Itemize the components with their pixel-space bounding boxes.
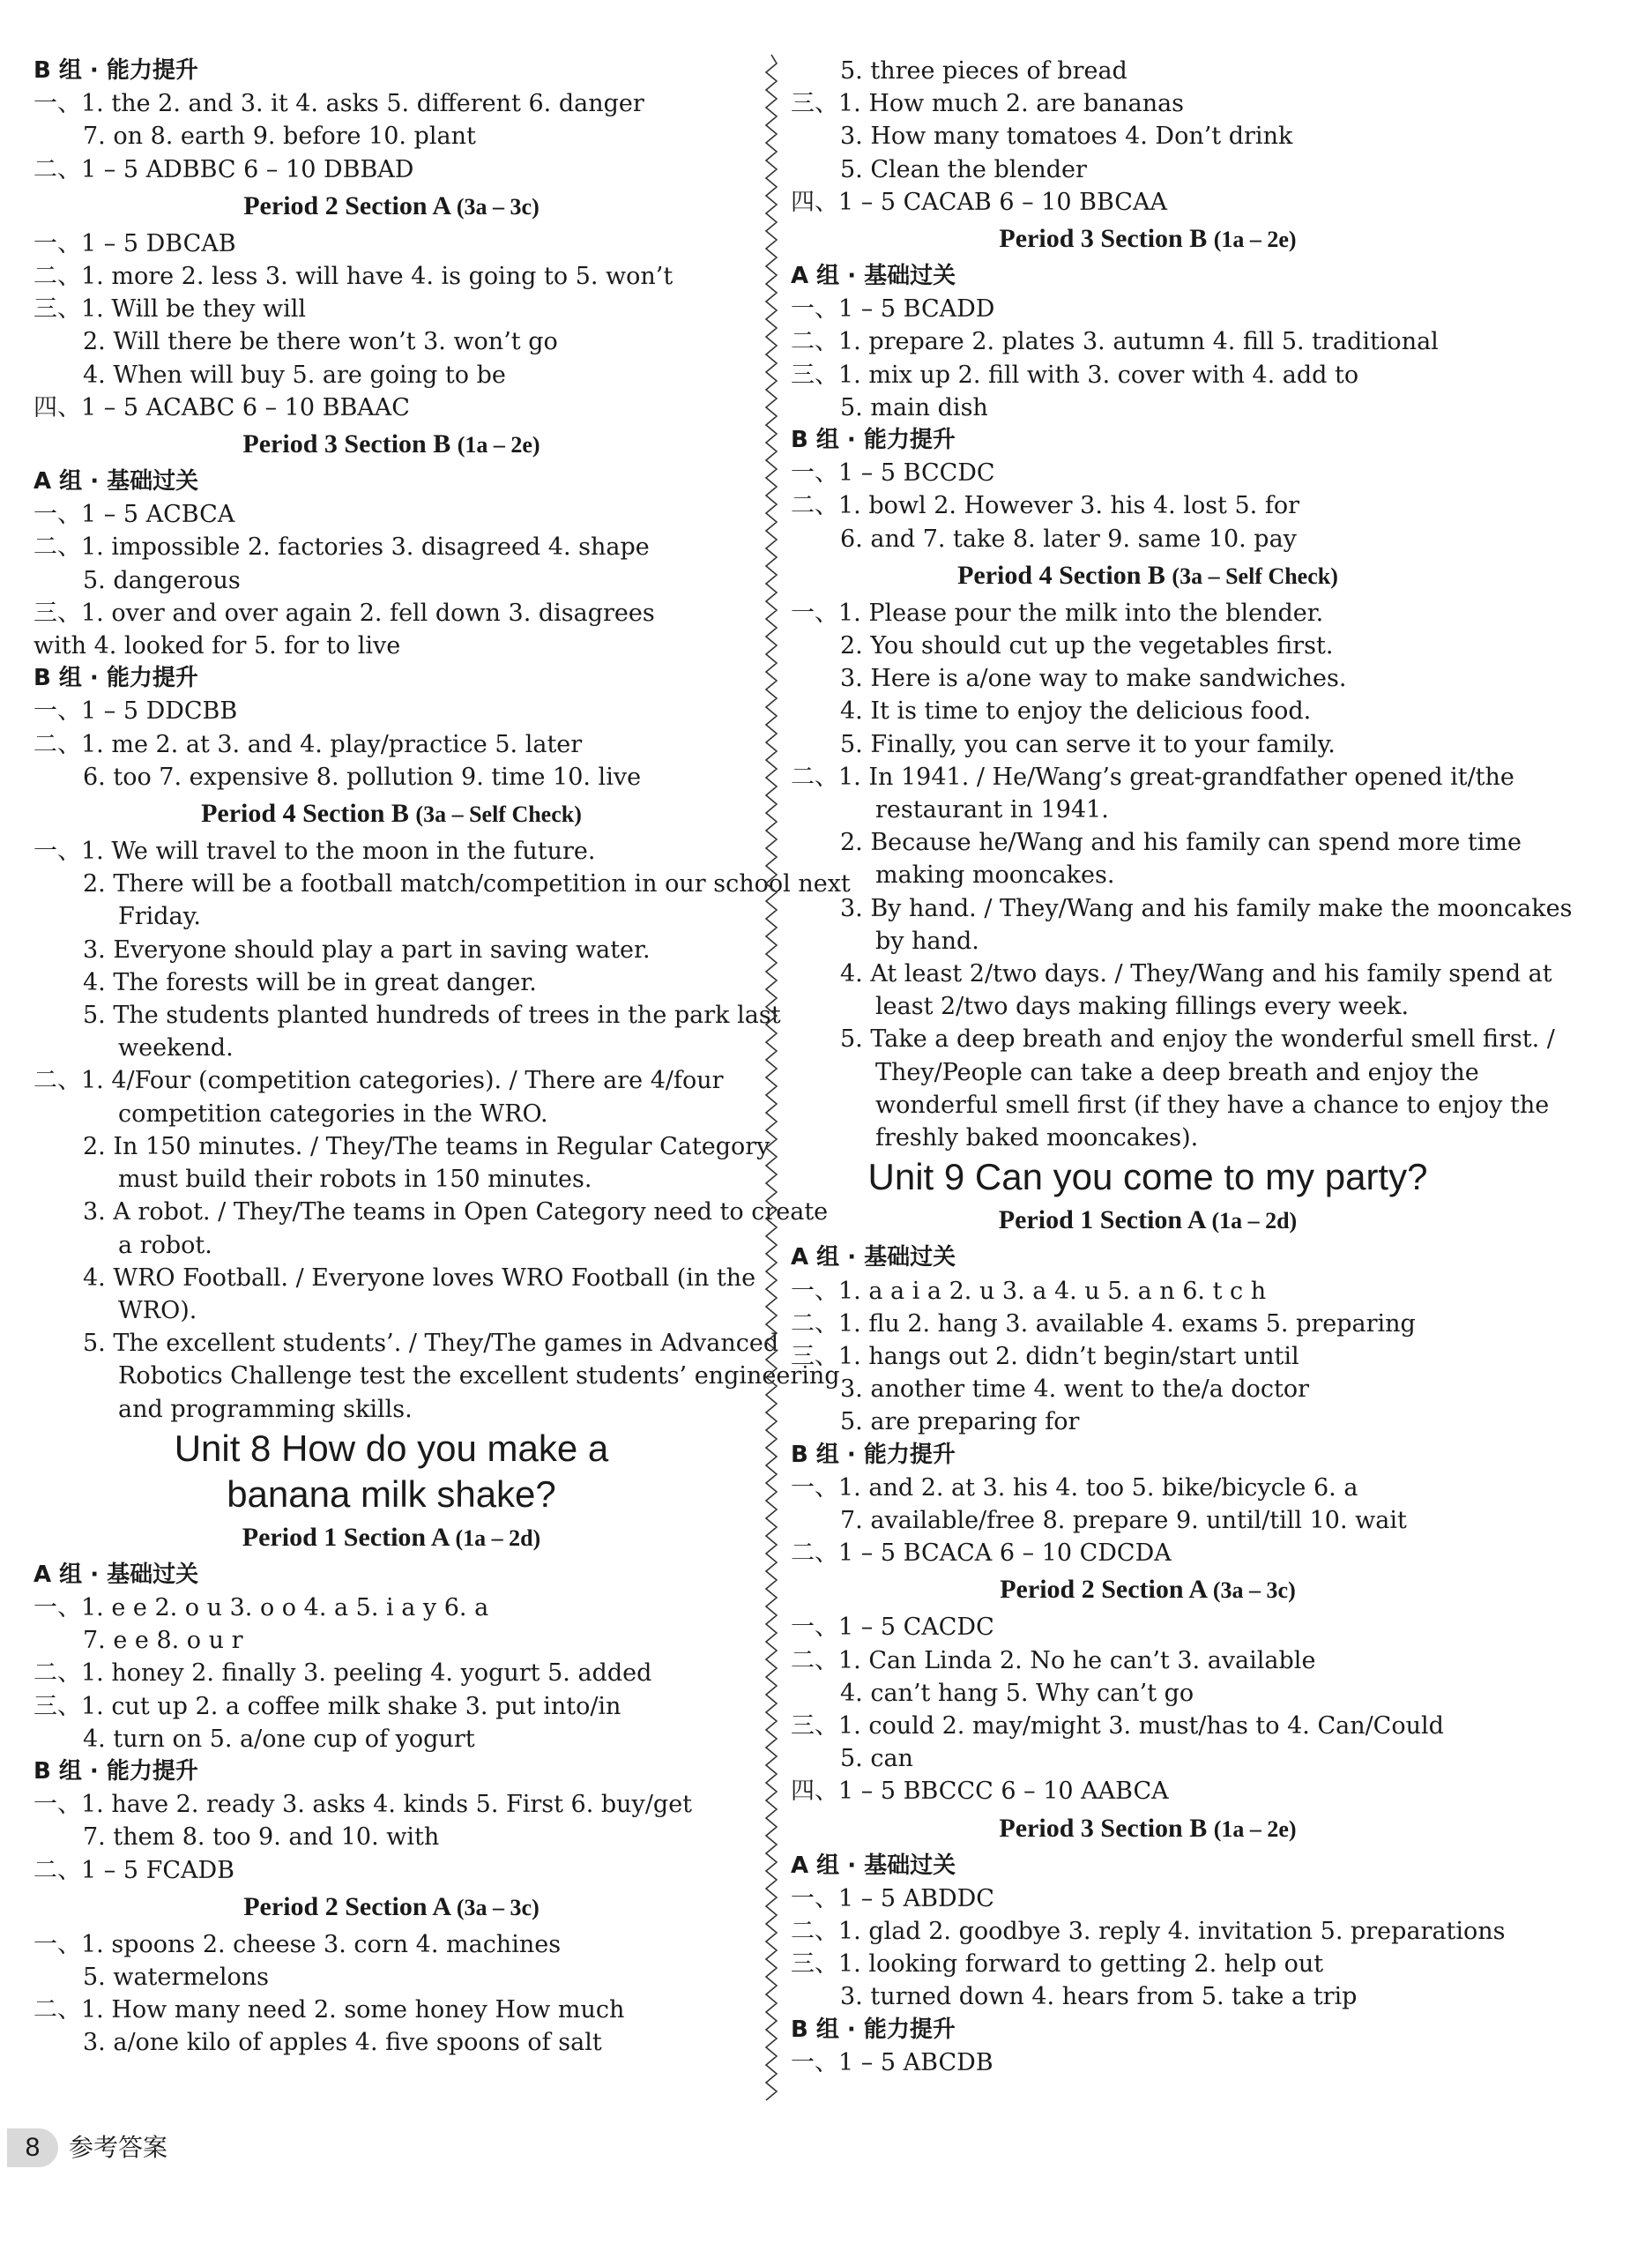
answer-line: 3. another time 4. went to the/a doctor xyxy=(840,1375,1310,1404)
answer-line: 5. The students planted hundreds of trees in the park last xyxy=(83,1002,781,1030)
group-label: A 组 · 基础过关 xyxy=(33,468,199,496)
answer-line: 2. There will be a football match/competition in our school next xyxy=(83,870,851,898)
answer-line: 5. Take a deep breath and enjoy the wonderful smell first. / xyxy=(840,1025,1555,1054)
answer-line: 2. Because he/Wang and his family can spend more time xyxy=(840,829,1522,857)
answer-line: 7. on 8. earth 9. before 10. plant xyxy=(83,123,476,151)
answer-line: 一、1. Please pour the milk into the blender. xyxy=(791,599,1324,627)
answer-line: 2. Will there be there won’t 3. won’t go xyxy=(83,328,558,356)
answer-line: 四、1 – 5 CACAB 6 – 10 BBCAA xyxy=(791,188,1167,216)
right-column xyxy=(791,55,1573,2079)
answer-line: 一、1 – 5 ABCDB xyxy=(791,2048,993,2076)
section-heading-range: (3a – 3c) xyxy=(456,193,540,220)
answer-line: Friday. xyxy=(118,903,201,931)
answer-line: with 4. looked for 5. for to live xyxy=(33,632,401,660)
answer-line: 5. are preparing for xyxy=(840,1408,1080,1436)
answer-line: 5. The excellent students’. / They/The games in Advanced xyxy=(83,1330,779,1358)
section-heading xyxy=(33,1887,749,1928)
answer-line: 5. Finally, you can serve it to your family. xyxy=(840,730,1336,758)
answer-line: 5. can xyxy=(840,1745,913,1773)
answer-line: 一、1. the 2. and 3. it 4. asks 5. different 6. danger xyxy=(33,90,644,118)
answer-line: 二、1. In 1941. / He/Wang’s great-grandfather opened it/the xyxy=(791,763,1514,791)
answer-line: 6. too 7. expensive 8. pollution 9. time 10. live xyxy=(83,763,642,791)
section-heading xyxy=(33,794,749,835)
answer-line: 一、1 – 5 BCCDC xyxy=(791,459,995,488)
answer-line: 一、1 – 5 DDCBB xyxy=(33,697,238,726)
answer-line: wonderful smell first (if they have a chance to enjoy the xyxy=(875,1091,1550,1119)
answer-line: a robot. xyxy=(118,1231,212,1259)
answer-line: 7. available/free 8. prepare 9. until/till 10. wait xyxy=(840,1506,1407,1534)
answer-line: 三、1. could 2. may/might 3. must/has to 4. Can/Could xyxy=(791,1711,1444,1740)
answer-line: 二、1. honey 2. finally 3. peeling 4. yogurt 5. added xyxy=(33,1659,652,1688)
answer-line: 四、1 – 5 ACABC 6 – 10 BBAAC xyxy=(33,393,410,421)
answer-line: 二、1. prepare 2. plates 3. autumn 4. fill 5. traditional xyxy=(791,328,1439,356)
answer-line: 三、1. over and over again 2. fell down 3. disagrees xyxy=(33,599,655,627)
answer-line: 二、1 – 5 FCADB xyxy=(33,1856,234,1884)
section-heading-title: Period 2 Section A xyxy=(243,1891,457,1921)
answer-line: 一、1. spoons 2. cheese 3. corn 4. machines xyxy=(33,1930,562,1958)
group-label: B 组 · 能力提升 xyxy=(791,1441,956,1468)
answer-line: 4. It is time to enjoy the delicious food. xyxy=(840,697,1312,726)
answer-line: 3. By hand. / They/Wang and his family make the mooncakes xyxy=(840,894,1573,922)
section-heading-title: Period 3 Section B xyxy=(242,429,458,459)
group-label: B 组 · 能力提升 xyxy=(791,2016,956,2043)
answer-line: 一、1. a a i a 2. u 3. a 4. u 5. a n 6. t c h xyxy=(791,1277,1267,1305)
answer-line: 三、1. cut up 2. a coffee milk shake 3. put into/in xyxy=(33,1692,621,1720)
section-heading-range: (3a – 3c) xyxy=(1212,1577,1296,1604)
answer-line: least 2/two days making fillings every week. xyxy=(875,993,1410,1021)
answer-line: 二、1. flu 2. hang 3. available 4. exams 5. preparing xyxy=(791,1309,1416,1338)
group-label: A 组 · 基础过关 xyxy=(791,1244,956,1271)
answer-line: 二、1 – 5 ADBBC 6 – 10 DBBAD xyxy=(33,155,414,183)
answer-line: 3. Here is a/one way to make sandwiches. xyxy=(840,665,1347,693)
answer-line: 3. Everyone should play a part in saving water. xyxy=(83,935,651,964)
answer-line: 4. turn on 5. a/one cup of yogurt xyxy=(83,1725,475,1753)
page-number: 8 xyxy=(7,2128,58,2167)
answer-line: 3. turned down 4. hears from 5. take a trip xyxy=(840,1983,1358,2011)
column-divider xyxy=(765,55,778,2100)
group-label: B 组 · 能力提升 xyxy=(33,57,198,84)
section-heading-range: (1a – 2d) xyxy=(1211,1208,1298,1234)
answer-line: Robotics Challenge test the excellent students’ engineering xyxy=(118,1362,840,1390)
answer-line: 三、1. Will be they will xyxy=(33,295,307,324)
section-heading-range: (3a – Self Check) xyxy=(1172,563,1338,589)
answer-line: 三、1. hangs out 2. didn’t begin/start until xyxy=(791,1342,1299,1370)
answer-line: 6. and 7. take 8. later 9. same 10. pay xyxy=(840,525,1297,553)
answer-line: must build their robots in 150 minutes. xyxy=(118,1166,592,1194)
section-heading-range: (3a – 3c) xyxy=(456,1894,540,1920)
section-heading-title: Period 1 Section A xyxy=(998,1205,1212,1235)
answer-line: 二、1. Can Linda 2. No he can’t 3. available xyxy=(791,1646,1316,1674)
answer-line: freshly baked mooncakes). xyxy=(875,1124,1199,1152)
answer-line: 二、1. impossible 2. factories 3. disagreed 4. shape xyxy=(33,533,650,562)
answer-line: 2. You should cut up the vegetables first. xyxy=(840,632,1334,660)
answer-line: WRO). xyxy=(118,1296,197,1324)
group-label: A 组 · 基础过关 xyxy=(33,1561,199,1588)
answer-line: competition categories in the WRO. xyxy=(118,1099,548,1128)
section-heading-range: (3a – Self Check) xyxy=(415,801,582,828)
answer-line: 三、1. How much 2. are bananas xyxy=(791,90,1185,118)
section-heading-title: Period 3 Section B xyxy=(999,1813,1214,1843)
answer-line: They/People can take a deep breath and enjoy the xyxy=(875,1058,1479,1086)
answer-line: 一、1. have 2. ready 3. asks 4. kinds 5. First 6. buy/get xyxy=(33,1791,693,1819)
answer-line: 3. A robot. / They/The teams in Open Category need to create xyxy=(83,1198,829,1226)
left-column xyxy=(33,55,851,2060)
answer-line: weekend. xyxy=(118,1034,234,1062)
answer-line: 4. At least 2/two days. / They/Wang and his family spend at xyxy=(840,960,1552,988)
answer-line: 一、1. We will travel to the moon in the future. xyxy=(33,838,596,866)
answer-line: by hand. xyxy=(875,927,979,955)
group-label: A 组 · 基础过关 xyxy=(791,263,956,290)
answer-line: 二、1 – 5 BCACA 6 – 10 CDCDA xyxy=(791,1539,1172,1568)
answer-line: 7. them 8. too 9. and 10. with xyxy=(83,1823,440,1852)
section-heading-range: (1a – 2e) xyxy=(1213,1815,1297,1842)
section-heading-title: Period 2 Section A xyxy=(1000,1575,1213,1605)
answer-line: and programming skills. xyxy=(118,1395,413,1423)
group-label: B 组 · 能力提升 xyxy=(33,1757,198,1785)
unit-title: Unit 9 Can you come to my party? xyxy=(867,1156,1428,1198)
footer-label: 参考答案 xyxy=(69,2133,168,2162)
answer-line: 一、1 – 5 ABDDC xyxy=(791,1884,994,1912)
answer-line: making mooncakes. xyxy=(875,861,1115,890)
answer-line: restaurant in 1941. xyxy=(875,796,1109,824)
answer-line: 四、1 – 5 BBCCC 6 – 10 AABCA xyxy=(791,1778,1169,1806)
answer-line: 2. In 150 minutes. / They/The teams in Regular Category xyxy=(83,1132,770,1160)
unit-title: banana milk shake? xyxy=(227,1472,556,1515)
section-heading-title: Period 2 Section A xyxy=(243,190,457,220)
section-heading xyxy=(791,1569,1505,1611)
answer-line: 7. e e 8. o u r xyxy=(83,1627,243,1655)
answer-line: 一、1 – 5 ACBCA xyxy=(33,501,235,529)
answer-line: 5. watermelons xyxy=(83,1963,270,1991)
answer-line: 5. dangerous xyxy=(83,566,241,594)
answer-line: 一、1 – 5 BCADD xyxy=(791,295,995,324)
section-heading-range: (1a – 2e) xyxy=(1213,227,1297,253)
answer-line: 3. How many tomatoes 4. Don’t drink xyxy=(840,123,1293,151)
answer-line: 4. can’t hang 5. Why can’t go xyxy=(840,1679,1194,1707)
section-heading xyxy=(33,424,749,466)
group-label: B 组 · 能力提升 xyxy=(791,427,956,454)
section-heading-title: Period 1 Section A xyxy=(242,1522,456,1552)
section-heading xyxy=(33,186,749,227)
group-label: A 组 · 基础过关 xyxy=(791,1852,956,1879)
answer-line: 二、1. more 2. less 3. will have 4. is going to 5. won’t xyxy=(33,263,673,291)
section-heading xyxy=(791,1200,1505,1241)
answer-line: 4. The forests will be in great danger. xyxy=(83,968,537,996)
answer-line: 4. When will buy 5. are going to be xyxy=(83,361,506,389)
answer-line: 三、1. looking forward to getting 2. help out xyxy=(791,1950,1324,1979)
section-heading-title: Period 4 Section B xyxy=(957,560,1172,590)
answer-line: 二、1. me 2. at 3. and 4. play/practice 5. later xyxy=(33,730,583,758)
answer-line: 二、1. bowl 2. However 3. his 4. lost 5. for xyxy=(791,492,1299,520)
answer-line: 3. a/one kilo of apples 4. five spoons of salt xyxy=(83,2029,602,2057)
section-heading-range: (1a – 2e) xyxy=(457,432,540,458)
section-heading xyxy=(791,555,1505,597)
answer-line: 三、1. mix up 2. fill with 3. cover with 4. add to xyxy=(791,361,1359,389)
answer-line: 4. WRO Football. / Everyone loves WRO Football (in the xyxy=(83,1263,756,1292)
answer-line: 二、1. glad 2. goodbye 3. reply 4. invitation 5. preparations xyxy=(791,1917,1506,1945)
section-heading-title: Period 4 Section B xyxy=(201,799,416,829)
section-heading xyxy=(791,1808,1505,1850)
answer-line: 一、1 – 5 DBCAB xyxy=(33,229,236,257)
section-heading xyxy=(791,219,1505,260)
section-heading-title: Period 3 Section B xyxy=(999,224,1214,254)
section-heading-range: (1a – 2d) xyxy=(455,1524,541,1551)
answer-line: 二、1. 4/Four (competition categories). / There are 4/four xyxy=(33,1067,724,1095)
answer-line: 一、1. e e 2. o u 3. o o 4. a 5. i a y 6. a xyxy=(33,1593,489,1621)
group-label: B 组 · 能力提升 xyxy=(33,665,198,692)
unit-title: Unit 8 How do you make a xyxy=(174,1427,609,1469)
answer-line: 一、1. and 2. at 3. his 4. too 5. bike/bicycle 6. a xyxy=(791,1473,1358,1502)
answer-line: 一、1 – 5 CACDC xyxy=(791,1614,994,1642)
section-heading xyxy=(33,1517,749,1559)
answer-line: 5. main dish xyxy=(840,393,988,421)
answer-line: 二、1. How many need 2. some honey How much xyxy=(33,1996,625,2024)
answer-line: 5. three pieces of bread xyxy=(840,57,1127,85)
answer-line: 5. Clean the blender xyxy=(840,155,1087,183)
